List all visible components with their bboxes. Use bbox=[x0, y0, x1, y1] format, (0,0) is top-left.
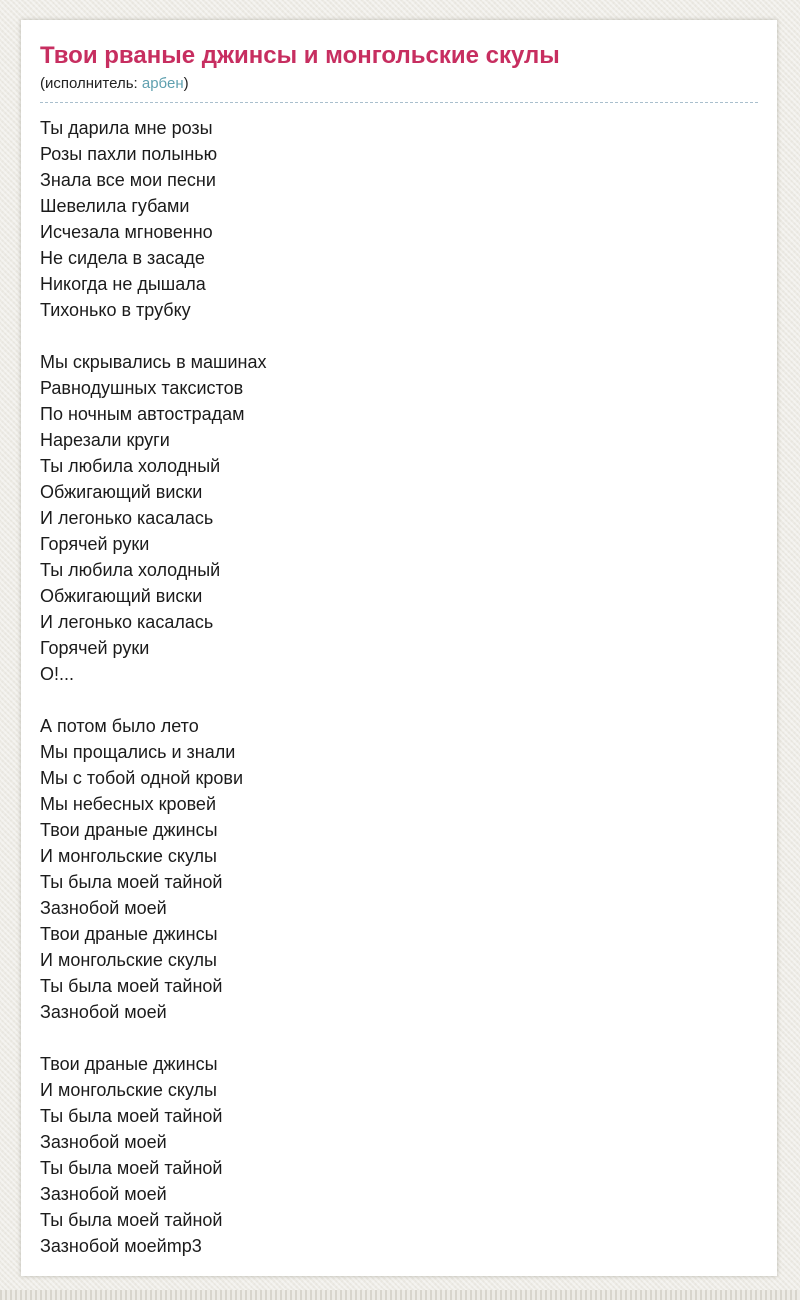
lyrics-line: Мы небесных кровей bbox=[40, 794, 217, 814]
lyrics-line: Зазнобой моей bbox=[40, 1132, 167, 1152]
lyrics-line: Знала все мои песни bbox=[40, 170, 216, 190]
lyrics-line: Ты дарила мне розы bbox=[40, 118, 213, 138]
page-bottom-texture bbox=[0, 1290, 800, 1300]
lyrics-line: Ты была моей тайной bbox=[40, 872, 223, 892]
lyrics-line: Твои драные джинсы bbox=[40, 1054, 218, 1074]
lyrics-line: Нарезали круги bbox=[40, 430, 170, 450]
lyrics-line: И монгольские скулы bbox=[40, 950, 217, 970]
lyrics-text bbox=[40, 115, 758, 1259]
lyrics-line: И монгольские скулы bbox=[40, 846, 217, 866]
stanza bbox=[40, 713, 758, 1025]
stanza bbox=[40, 115, 758, 323]
lyrics-line: И монгольские скулы bbox=[40, 1080, 217, 1100]
lyrics-line: По ночным автострадам bbox=[40, 404, 245, 424]
lyrics-line: Мы с тобой одной крови bbox=[40, 768, 244, 788]
stanza bbox=[40, 1051, 758, 1259]
lyrics-line: Ты любила холодный bbox=[40, 456, 221, 476]
lyrics-line: Твои драные джинсы bbox=[40, 924, 218, 944]
lyrics-line: Шевелила губами bbox=[40, 196, 190, 216]
lyrics-line: Ты любила холодный bbox=[40, 560, 221, 580]
lyrics-line: Горячей руки bbox=[40, 534, 150, 554]
lyrics-line: О!... bbox=[40, 664, 75, 684]
lyrics-line: И легонько касалась bbox=[40, 612, 214, 632]
artist-label-close: ) bbox=[183, 75, 189, 92]
lyrics-line: Зазнобой моей bbox=[40, 1184, 167, 1204]
lyrics-line: Розы пахли полынью bbox=[40, 144, 218, 164]
lyrics-line: А потом было лето bbox=[40, 716, 199, 736]
lyrics-line: Исчезала мгновенно bbox=[40, 222, 213, 242]
lyrics-line: Горячей руки bbox=[40, 638, 150, 658]
lyrics-line: Тихонько в трубку bbox=[40, 300, 191, 320]
lyrics-line: Равнодушных таксистов bbox=[40, 378, 244, 398]
lyrics-line: Зазнобой моейmp3 bbox=[40, 1236, 202, 1256]
lyrics-line: Обжигающий виски bbox=[40, 482, 203, 502]
song-title: Твои рваные джинсы и монгольские скулы bbox=[40, 42, 560, 69]
lyrics-card bbox=[21, 20, 777, 1276]
lyrics-line: Зазнобой моей bbox=[40, 1002, 167, 1022]
lyrics-line: Мы прощались и знали bbox=[40, 742, 236, 762]
lyrics-line: Ты была моей тайной bbox=[40, 976, 223, 996]
lyrics-line: Ты была моей тайной bbox=[40, 1106, 223, 1126]
artist-line bbox=[40, 75, 758, 103]
artist-link[interactable]: арбен bbox=[141, 75, 184, 92]
lyrics-line: Обжигающий виски bbox=[40, 586, 203, 606]
lyrics-line: Никогда не дышала bbox=[40, 274, 206, 294]
lyrics-line: И легонько касалась bbox=[40, 508, 214, 528]
lyrics-line: Ты была моей тайной bbox=[40, 1158, 223, 1178]
lyrics-line: Ты была моей тайной bbox=[40, 1210, 223, 1230]
stanza bbox=[40, 349, 758, 687]
lyrics-line: Твои драные джинсы bbox=[40, 820, 218, 840]
artist-label: (исполнитель: bbox=[40, 75, 142, 92]
lyrics-line: Не сидела в засаде bbox=[40, 248, 205, 268]
lyrics-line: Мы скрывались в машинах bbox=[40, 352, 267, 372]
lyrics-line: Зазнобой моей bbox=[40, 898, 167, 918]
